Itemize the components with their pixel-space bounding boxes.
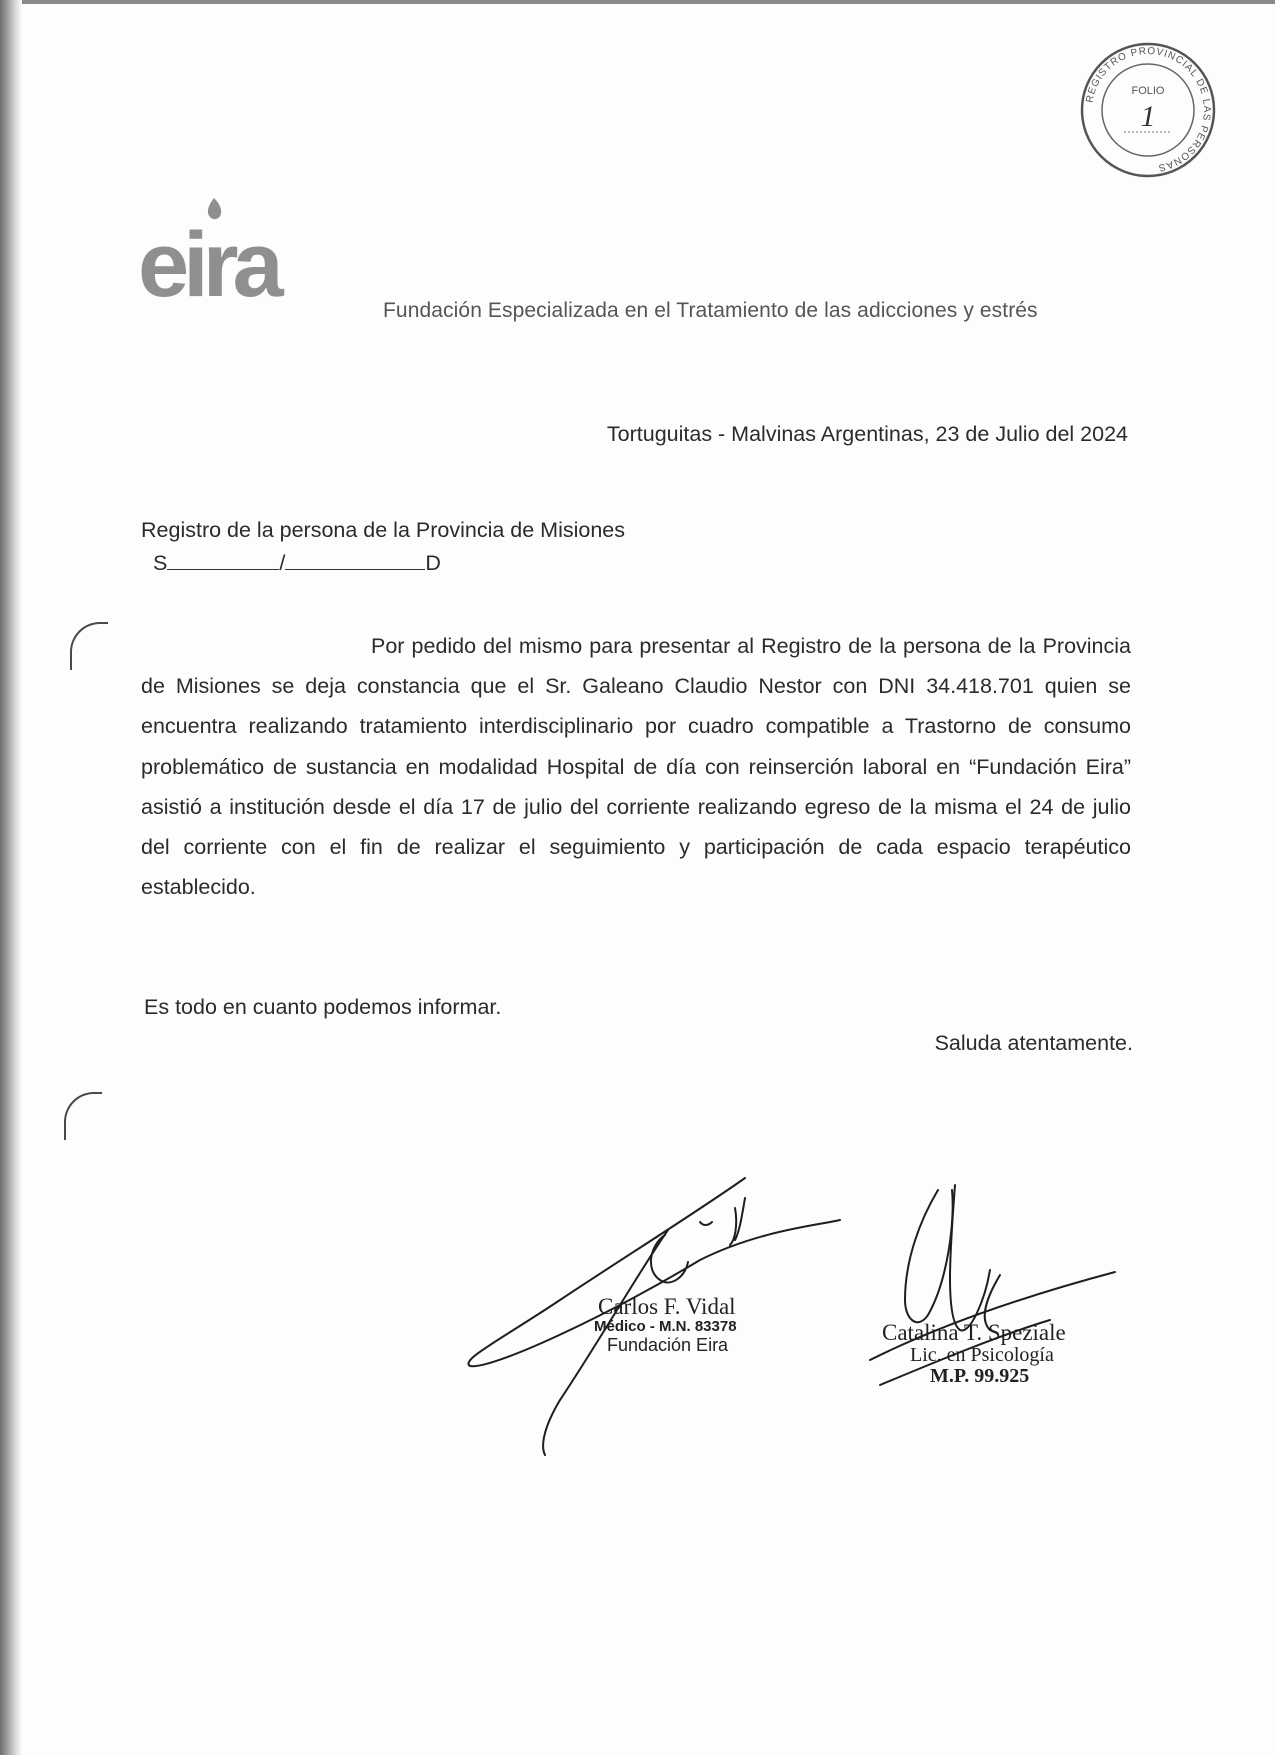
psychologist-license: M.P. 99.925 [930,1365,1030,1388]
seal-ring-text: REGISTRO PROVINCIAL DE LAS PERSONAS [1084,45,1213,174]
psychologist-title: Lic. en Psicología [910,1344,1054,1367]
sd-blank-2 [285,551,425,570]
regards-line: Saluda atentamente. [934,1031,1133,1055]
doctor-name: Carlos F. Vidal [598,1294,736,1319]
logo-text: eira [138,214,278,301]
scan-top-edge [0,0,1275,4]
salutation-sd [153,551,441,576]
psychologist-signature [905,1190,953,1322]
punch-hole-mark [70,622,108,670]
punch-hole-mark [64,1092,102,1140]
psychologist-name: Catalina T. Speziale [882,1320,1066,1345]
foundation-name: Fundación Especializada en el Tratamiento de las adicciones y estrés [383,299,1038,322]
eira-logo [138,196,338,301]
sd-s: S [153,551,168,575]
place-date: Tortuguitas - Malvinas Argentinas, 23 de Julio del 2024 [606,422,1128,446]
seal-folio-number: 1 [1140,100,1156,133]
seal-folio-label: FOLIO [1131,85,1165,97]
doctor-stamp [594,1294,737,1356]
doctor-license: Médico - M.N. 83378 [594,1318,737,1336]
sd-blank-1 [167,551,279,570]
sd-d: D [425,551,441,575]
sd-slash: / [279,551,286,575]
registry-seal [1078,40,1218,180]
psychologist-stamp [882,1321,1066,1387]
recipient: Registro de la persona de la Provincia de Misiones [141,518,626,542]
scan-left-edge [0,0,22,1755]
closing-line: Es todo en cuanto podemos informar. [144,995,502,1019]
doctor-institution: Fundación Eira [607,1334,729,1355]
letter-body: Por pedido del mismo para presentar al Registro de la persona de la Provincia de Misiones se deja constancia que el Sr. Galeano Claudio Nestor con DNI 34.418.701 quien se encuentra realizando tratamiento interdisciplinario por cuadro compatible a Trastorno de consumo problemático de sustancia en modalidad Hospital de día con reinserción laboral en “Fundación Eira” asistió a institución desde el día 17 de julio del corriente realizando egreso de la misma el 24 de julio del corriente con el fin de realizar el seguimiento y participación de cada espacio terapéutico establecido. [141,634,1131,900]
